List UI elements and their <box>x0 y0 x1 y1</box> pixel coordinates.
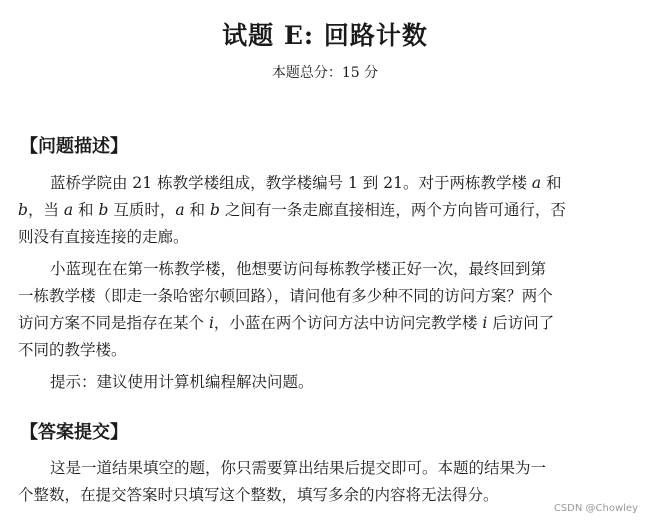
problem-title: 试题 E: 回路计数 <box>222 21 428 50</box>
problem-hint <box>18 369 632 396</box>
problem-p2-line-3: 访问方案不同是指存在某个 i，小蓝在两个访问方法中访问完教学楼 i 后访问了 <box>18 314 555 332</box>
answer-paragraph <box>18 455 632 509</box>
problem-p2-line-4: 不同的教学楼。 <box>18 341 127 359</box>
problem-paragraph-2 <box>18 256 632 364</box>
problem-p2-line-1: 小蓝现在在第一栋教学楼，他想要访问每栋教学楼正好一次，最终回到第 <box>50 260 547 278</box>
problem-hint-line: 提示：建议使用计算机编程解决问题。 <box>50 373 314 391</box>
total-score: 本题总分：15 分 <box>271 65 379 81</box>
answer-p1-line-1: 这是一道结果填空的题，你只需要算出结果后提交即可。本题的结果为一 <box>50 459 547 477</box>
problem-p2-line-2: 一栋教学楼（即走一条哈密尔顿回路），请问他有多少种不同的访问方案？两个 <box>18 287 553 305</box>
problem-p1-line-2: b，当 a 和 b 互质时，a 和 b 之间有一条走廊直接相连，两个方向皆可通行，否 <box>18 201 566 219</box>
problem-p1-line-3: 则没有直接连接的走廊。 <box>18 228 189 246</box>
problem-paragraph-1 <box>18 170 632 251</box>
problem-p1-line-1: 蓝桥学院由 21 栋教学楼组成，教学楼编号 1 到 21。对于两栋教学楼 a 和 <box>50 174 562 192</box>
section-heading-answer: 【答案提交】 <box>20 422 128 443</box>
csdn-watermark: CSDN @Chowley <box>553 503 638 514</box>
section-heading-problem: 【问题描述】 <box>20 136 128 157</box>
answer-p1-line-2: 个整数，在提交答案时只填写这个整数，填写多余的内容将无法得分。 <box>18 486 499 504</box>
